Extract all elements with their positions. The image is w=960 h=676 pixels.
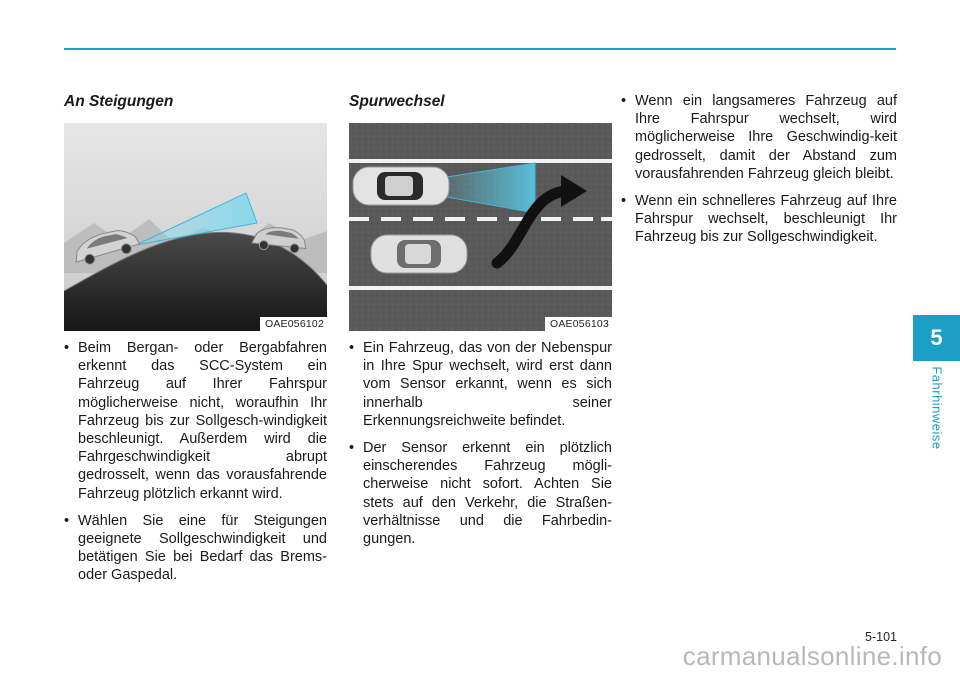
list-item: • Ein Fahrzeug, das von der Nebenspur in Ihre Spur wechselt, wird erst dann vom Sensor erkannt, wenn es sich innerhalb seiner Erkennungsreichweite befindet. — [349, 339, 612, 430]
section-lane-change — [349, 92, 612, 548]
cutting-in-car-icon — [371, 235, 467, 273]
list-item: • Wenn ein langsameres Fahrzeug auf Ihre Fahrspur wechselt, wird möglicherweise Ihre Geschwindig-keit gedrosselt, damit der Abstand zum vorausfahrenden Fahrzeug gleich bleibt. — [621, 92, 897, 183]
section-heading-lane-change: Spurwechsel — [349, 93, 445, 110]
section-hills — [64, 92, 327, 584]
bullet-list-hills — [64, 339, 327, 594]
figure-code-label: OAE056103 — [545, 317, 612, 331]
top-rule — [64, 48, 896, 50]
chapter-number-tab: 5 — [913, 315, 960, 361]
figure-lane-change-illustration — [349, 123, 612, 331]
figure-hill-illustration — [64, 123, 327, 331]
watermark-text: carmanualsonline.info — [682, 641, 942, 671]
chapter-label: Fahrhinweise — [929, 366, 945, 450]
list-item: • Der Sensor erkennt ein plötzlich einscherendes Fahrzeug mögli-cherweise nicht sofort. Achten Sie stets auf den Verkehr, die Straßen-verhältnisse und die Fahrbedin-gungen. — [349, 439, 612, 548]
section-heading-hills: An Steigungen — [64, 93, 174, 110]
list-item: • Wenn ein schnelleres Fahrzeug auf Ihre Fahrspur wechselt, beschleunigt Ihr Fahrzeug bis zur Sollgeschwindigkeit. — [621, 192, 897, 247]
road-scene-graphic — [349, 123, 612, 331]
hill-scene-graphic — [64, 123, 327, 331]
bullet-list-speed-adjust — [621, 92, 897, 256]
list-item: • Wählen Sie eine für Steigungen geeignete Sollgeschwindigkeit und betätigen Sie bei Bedarf das Brems- oder Gaspedal. — [64, 512, 327, 585]
page-number: 5-101 — [865, 630, 897, 644]
figure-code-label: OAE056102 — [260, 317, 327, 331]
list-item: • Beim Bergan- oder Bergabfahren erkennt das SCC-System ein Fahrzeug auf Ihrer Fahrspur möglicherweise nicht, woraufhin Ihr Fahrzeug bis zur Sollgesch-windigkeit beschleunigt. Außerdem wird die Fahrgeschwindigkeit abrupt gedrosselt, wenn das vorausfahrende Fahrzeug plötzlich erkannt wird. — [64, 339, 327, 503]
own-car-icon — [353, 167, 449, 205]
bullet-list-lane-change — [349, 339, 612, 557]
